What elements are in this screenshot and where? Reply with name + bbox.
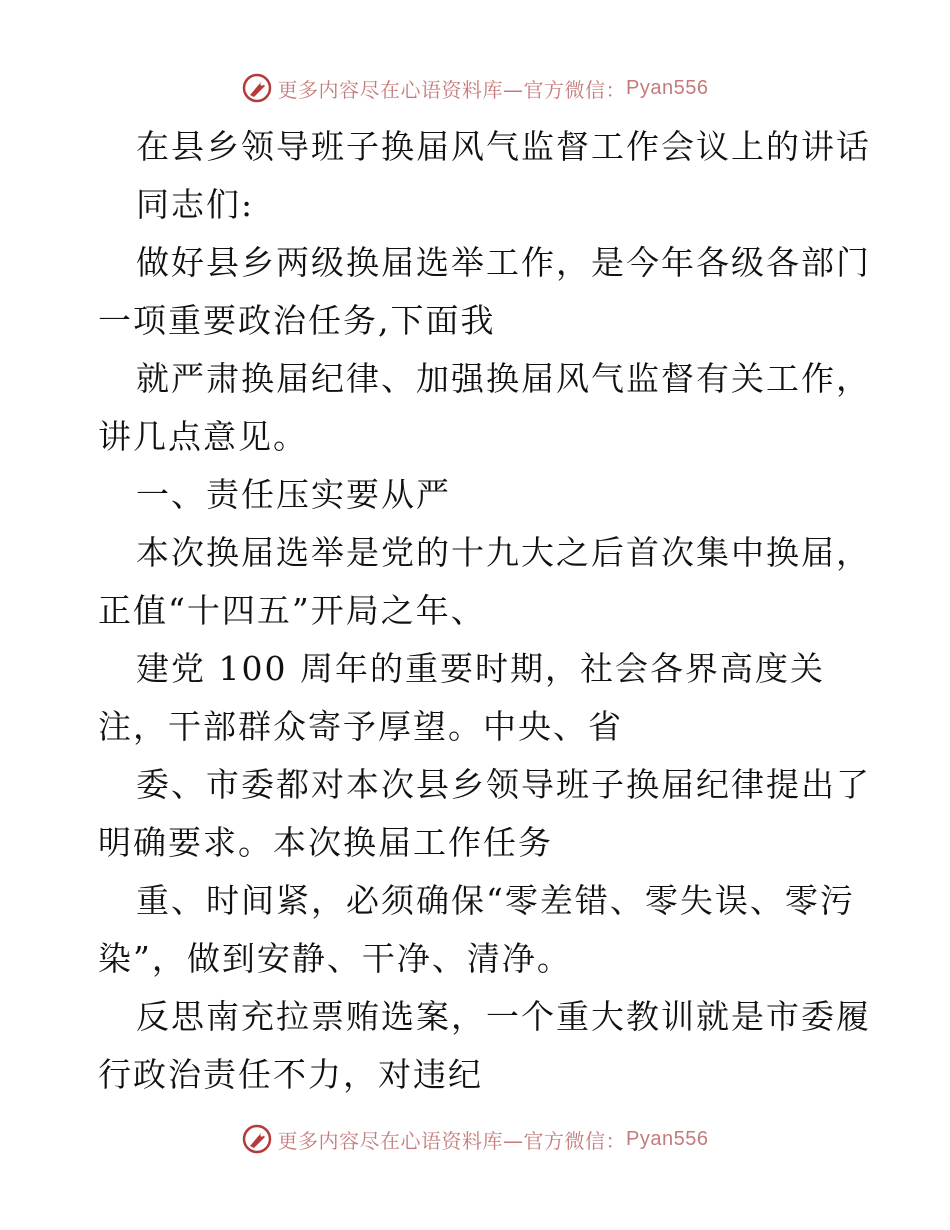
paragraph-line: 重、时间紧，必须确保“零差错、零失误、零污 <box>136 881 855 920</box>
paragraph-line: 本次换届选举是党的十九大之后首次集中换届， <box>136 533 871 572</box>
document-title: 在县乡领导班子换届风气监督工作会议上的讲话 <box>136 127 871 166</box>
paragraph-line: 明确要求。本次换届工作任务 <box>98 823 553 862</box>
paragraph-line: 做好县乡两级换届选举工作，是今年各级各部门 <box>136 243 871 282</box>
pen-nib-logo-icon <box>242 73 272 103</box>
paragraph-line: 建党 100 周年的重要时期，社会各界高度关 <box>136 649 825 688</box>
header-watermark-banner <box>0 68 950 108</box>
paragraph-line: 一项重要政治任务,下面我 <box>98 301 496 340</box>
paragraph-line: 染”，做到安静、干净、清净。 <box>98 939 572 978</box>
paragraph-line: 行政治责任不力，对违纪 <box>98 1055 483 1094</box>
footer-watermark-banner <box>0 1119 950 1159</box>
paragraph-line: 正值“十四五”开局之年、 <box>98 591 486 630</box>
section-heading: 一、责任压实要从严 <box>136 475 451 514</box>
document-body <box>98 118 871 1104</box>
paragraph-line: 就严肃换届纪律、加强换届风气监督有关工作， <box>136 359 871 398</box>
salutation: 同志们: <box>136 185 255 224</box>
banner-text: 更多内容尽在心语资料库—官方微信： <box>277 77 627 102</box>
banner-wechat-id: Pyan556 <box>626 1127 709 1150</box>
pen-nib-logo-icon <box>242 1124 272 1154</box>
paragraph-line: 注，干部群众寄予厚望。中央、省 <box>98 707 623 746</box>
banner-wechat-id: Pyan556 <box>626 76 709 99</box>
paragraph-line: 委、市委都对本次县乡领导班子换届纪律提出了 <box>136 765 871 804</box>
paragraph-line: 讲几点意见。 <box>98 417 308 456</box>
banner-text: 更多内容尽在心语资料库—官方微信： <box>277 1128 627 1153</box>
paragraph-line: 反思南充拉票贿选案，一个重大教训就是市委履 <box>136 997 871 1036</box>
